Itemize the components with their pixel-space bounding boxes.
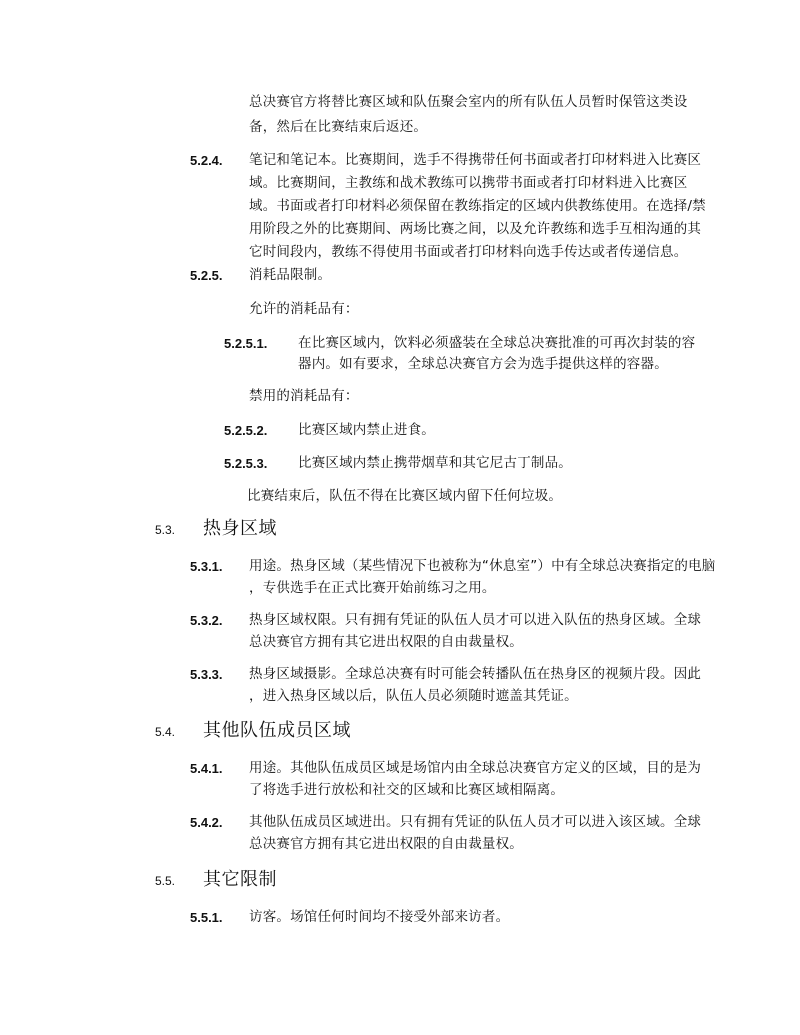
clause-text: 用途。热身区域（某些情况下也被称为“休息室”）中有全球总决赛指定的电脑 — [249, 558, 716, 574]
clause-number: 5.3.2. — [190, 613, 223, 628]
clause-text: 其他队伍成员区域进出。只有拥有凭证的队伍人员才可以进入该区域。全球 — [249, 814, 702, 830]
clause-text: 用阶段之外的比赛期间、两场比赛之间，以及允许教练和选手互相沟通的其 — [249, 221, 702, 237]
clause-text: 器内。如有要求，全球总决赛官方会为选手提供这样的容器。 — [298, 356, 668, 372]
clause-number: 5.3.1. — [190, 559, 223, 574]
clause-text: 域。比赛期间，主教练和战术教练可以携带书面或者打印材料进入比赛区 — [249, 175, 688, 191]
clause-text: 在比赛区域内，饮料必须盛装在全球总决赛批准的可再次封装的容 — [298, 335, 696, 351]
after-match-note: 比赛结束后，队伍不得在比赛区域内留下任何垃圾。 — [247, 488, 563, 504]
clause-text: ，进入热身区域以后，队伍人员必须随时遮盖其凭证。 — [249, 688, 578, 704]
clause-text: 热身区域摄影。全球总决赛有时可能会转播队伍在热身区的视频片段。因此 — [249, 666, 702, 682]
section-title: 其它限制 — [203, 869, 277, 890]
paragraph-line: 备，然后在比赛结束后返还。 — [249, 119, 428, 135]
clause-number: 5.5.1. — [190, 910, 223, 925]
clause-text: 比赛区域内禁止携带烟草和其它尼古丁制品。 — [298, 455, 572, 471]
section-title: 其他队伍成员区域 — [203, 720, 351, 741]
clause-text: 用途。其他队伍成员区域是场馆内由全球总决赛官方定义的区域，目的是为 — [249, 760, 702, 776]
clause-text: 比赛区域内禁止进食。 — [298, 422, 435, 438]
clause-text: 笔记和笔记本。比赛期间，选手不得携带任何书面或者打印材料进入比赛区 — [249, 152, 702, 168]
banned-label: 禁用的消耗品有： — [249, 388, 359, 404]
clause-text: 热身区域权限。只有拥有凭证的队伍人员才可以进入队伍的热身区域。全球 — [249, 612, 702, 628]
clause-text: ，专供选手在正式比赛开始前练习之用。 — [249, 580, 496, 596]
clause-text: 它时间段内，教练不得使用书面或者打印材料向选手传达或者传递信息。 — [249, 244, 688, 260]
clause-number: 5.4.2. — [190, 815, 223, 830]
section-number: 5.3. — [155, 523, 176, 537]
clause-text: 总决赛官方拥有其它进出权限的自由裁量权。 — [249, 634, 523, 650]
clause-number: 5.2.5.1. — [224, 336, 268, 351]
section-number: 5.4. — [155, 725, 176, 739]
clause-number: 5.2.5. — [190, 268, 223, 283]
section-title: 热身区域 — [203, 518, 277, 539]
clause-number: 5.4.1. — [190, 761, 223, 776]
allowed-label: 允许的消耗品有： — [249, 301, 359, 317]
clause-number: 5.3.3. — [190, 667, 223, 682]
clause-title: 消耗品限制。 — [249, 267, 332, 283]
clause-text: 总决赛官方拥有其它进出权限的自由裁量权。 — [249, 836, 523, 852]
clause-text: 域。书面或者打印材料必须保留在教练指定的区域内供教练使用。在选择/禁 — [249, 198, 706, 214]
clause-number: 5.2.5.3. — [224, 456, 268, 471]
clause-number: 5.2.5.2. — [224, 423, 268, 438]
paragraph-line: 总决赛官方将替比赛区域和队伍聚会室内的所有队伍人员暂时保管这类设 — [249, 94, 688, 110]
clause-text: 访客。场馆任何时间均不接受外部来访者。 — [249, 909, 510, 925]
section-number: 5.5. — [155, 874, 176, 888]
clause-text: 了将选手进行放松和社交的区域和比赛区域相隔离。 — [249, 782, 565, 798]
clause-number: 5.2.4. — [190, 153, 223, 168]
